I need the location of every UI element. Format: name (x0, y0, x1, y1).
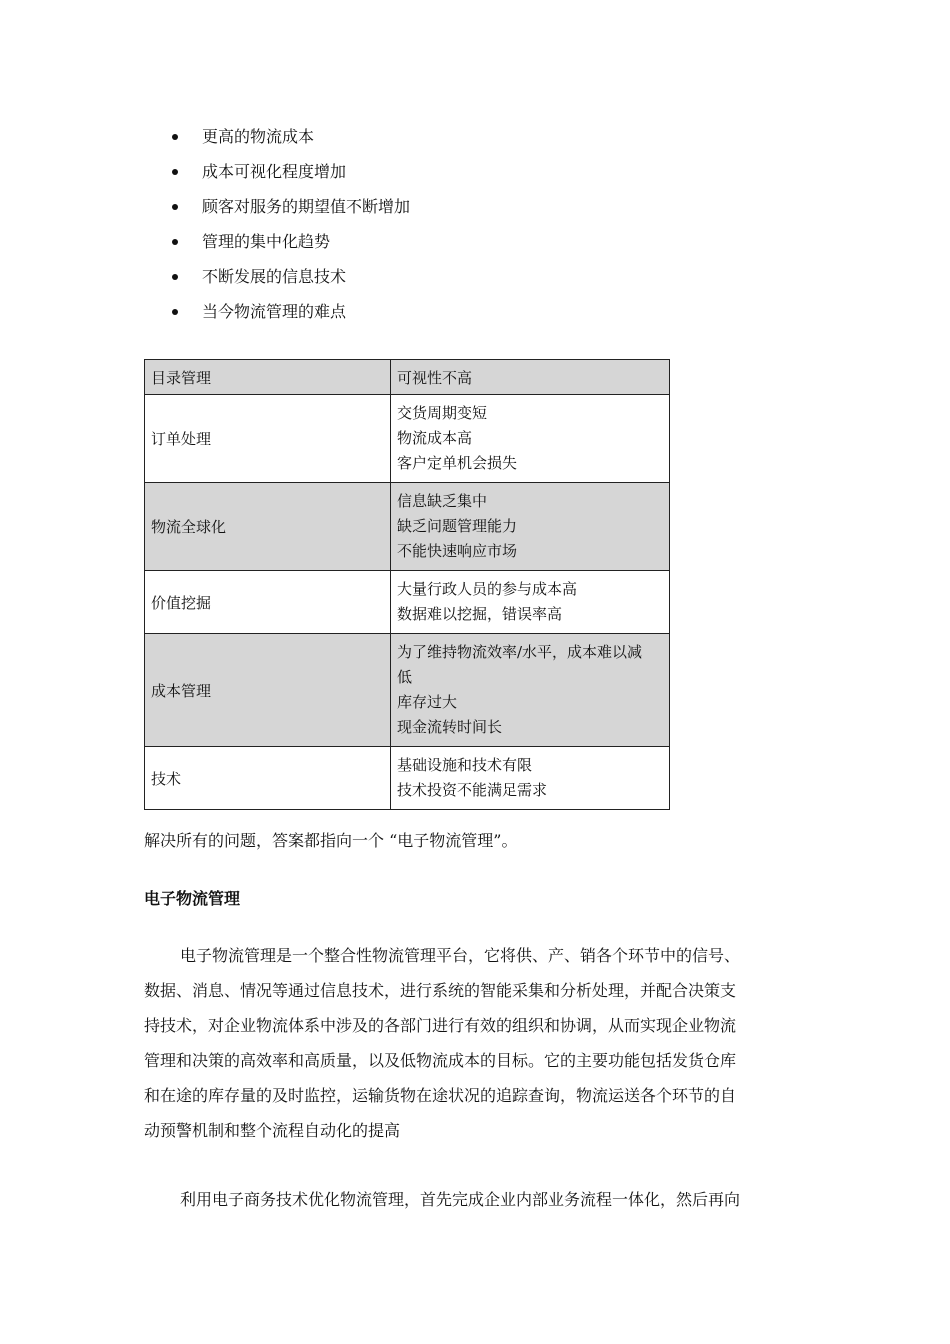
table-row-label: 技术 (145, 747, 391, 810)
table-row-items (391, 395, 670, 483)
document-page: 更高的物流成本 成本可视化程度增加 顾客对服务的期望值不断增加 管理的集中化趋势 不断发展的信息技术 当今物流管理的难点 目录管理 可视性不高 订单处理 交货周期变短 物流成本高 客户定单机会损失 物流全球化 信息缺乏集中 缺乏问题管理能力 不能快速响应市场 价值挖掘 大量行政人员的参与成本高 数据难以挖掘，错误率高 成本管理 为了维持物流效率/水平，成本难以减 低 库存过大 现金流转时间长 技术 基础设施和技术有限 技术投资不能满足需求 解决所有的问题，答案都指向一个 “电子物流管理”。 电子物流管理 电子物流管理是一个整合性物流管理平台，它将供、产、销各个环节中的信号、 数据、消息、情况等通过信息技术，进行系统的智能采集和分析处理，并配合决策支 持技术，对企业物流体系中涉及的各部门进行有效的组织和协调，从而实现企业物流 管理和决策的高效率和高质量，以及低物流成本的目标。它的主要功能包括发货仓库 和在途的库存量的及时监控，运输货物在途状况的追踪查询，物流运送各个环节的自 动预警机制和整个流程自动化的提高 利用电子商务技术优化物流管理，首先完成企业内部业务流程一体化，然后再向 (0, 0, 950, 1344)
table-header-cell: 目录管理 (145, 360, 391, 395)
table-item: 大量行政人员的参与成本高 (397, 580, 578, 598)
table-item: 低 (397, 668, 413, 686)
bullet-dot-icon (172, 169, 178, 175)
bullet-dot-icon (172, 274, 178, 280)
table-row-items (391, 634, 670, 747)
table-item: 技术投资不能满足需求 (397, 781, 548, 799)
table-row (145, 395, 670, 483)
table-row-label: 价值挖掘 (145, 571, 391, 634)
paragraph-line: 和在途的库存量的及时监控，运输货物在途状况的追踪查询，物流运送各个环节的自 (144, 1086, 737, 1105)
table-item: 为了维持物流效率/水平，成本难以减 (397, 643, 643, 661)
bullet-dot-icon (172, 204, 178, 210)
table-item: 现金流转时间长 (397, 718, 503, 736)
bullet-dot-icon (172, 239, 178, 245)
table-row-label: 物流全球化 (145, 483, 391, 571)
table-item: 信息缺乏集中 (397, 492, 488, 510)
table-item: 缺乏问题管理能力 (397, 517, 518, 535)
table-row (145, 634, 670, 747)
table-item: 基础设施和技术有限 (397, 756, 533, 774)
body-paragraph (144, 938, 796, 1148)
bullet-dot-icon (172, 134, 178, 140)
table-item: 数据难以挖掘，错误率高 (397, 605, 563, 623)
body-paragraph (144, 1182, 796, 1217)
paragraph-line: 利用电子商务技术优化物流管理，首先完成企业内部业务流程一体化，然后再向 (180, 1190, 741, 1209)
table-row-items (391, 571, 670, 634)
table-row-items (391, 483, 670, 571)
table-row-label: 成本管理 (145, 634, 391, 747)
bullet-dot-icon (172, 309, 178, 315)
answer-text: 解决所有的问题，答案都指向一个 “电子物流管理”。 (144, 831, 518, 850)
table-row-items (391, 747, 670, 810)
table-header-cell: 可视性不高 (391, 360, 670, 395)
table-item: 不能快速响应市场 (397, 542, 518, 560)
paragraph-line: 管理和决策的高效率和高质量，以及低物流成本的目标。它的主要功能包括发货仓库 (144, 1051, 737, 1070)
section-heading: 电子物流管理 (144, 889, 241, 908)
table-row (145, 483, 670, 571)
paragraph-line: 动预警机制和整个流程自动化的提高 (144, 1121, 401, 1140)
table-item: 客户定单机会损失 (397, 454, 518, 472)
table-header-row (145, 360, 670, 395)
paragraph-line: 电子物流管理是一个整合性物流管理平台，它将供、产、销各个环节中的信号、 (180, 946, 741, 965)
table-row (145, 747, 670, 810)
paragraph-line: 持技术，对企业物流体系中涉及的各部门进行有效的组织和协调，从而实现企业物流 (144, 1016, 737, 1035)
table-item: 物流成本高 (397, 429, 473, 447)
table-row-label: 订单处理 (145, 395, 391, 483)
paragraph-line: 数据、消息、情况等通过信息技术，进行系统的智能采集和分析处理，并配合决策支 (144, 981, 737, 1000)
table-row (145, 571, 670, 634)
table-item: 交货周期变短 (397, 404, 488, 422)
table-item: 库存过大 (397, 693, 458, 711)
issues-table (144, 359, 670, 810)
